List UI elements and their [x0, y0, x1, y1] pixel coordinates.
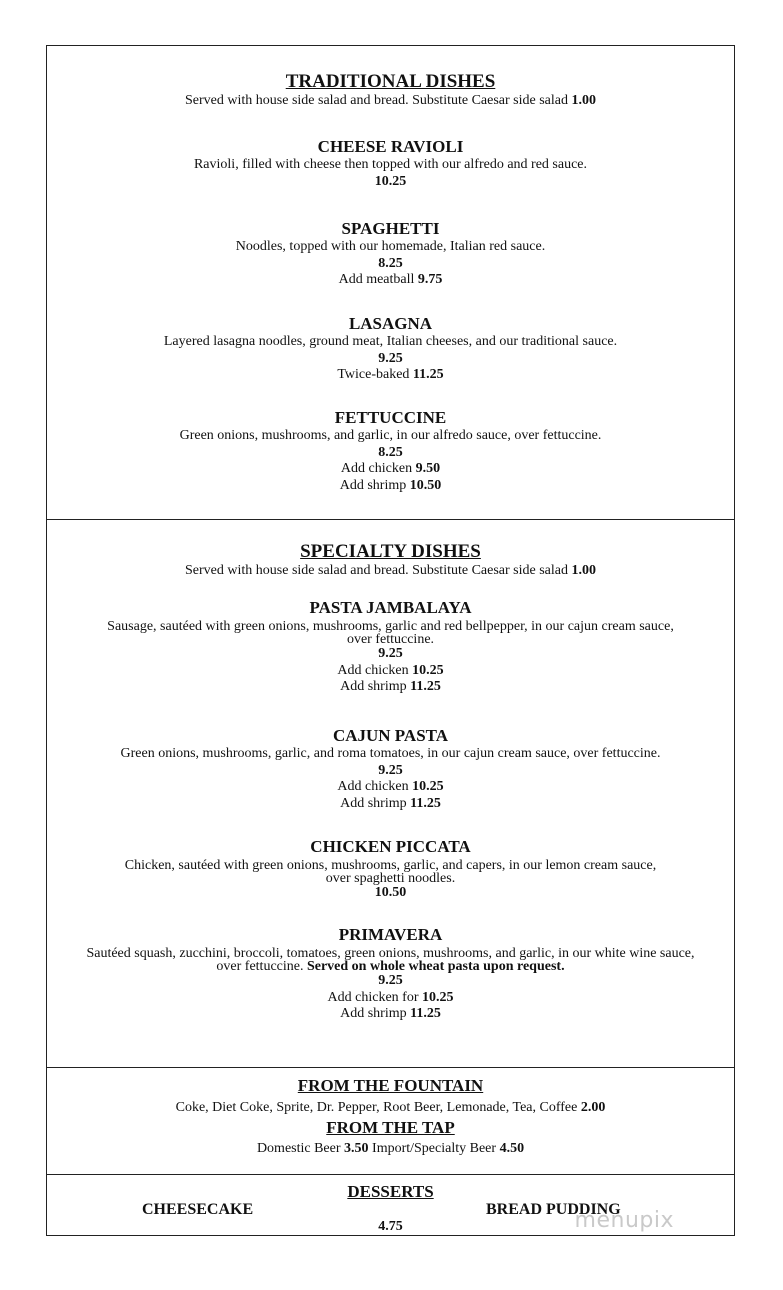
specialty-dishes-section: [46, 519, 735, 1068]
dish-price: 8.25: [378, 444, 403, 460]
dish-chicken-piccata: [47, 837, 734, 902]
dish-addon: Add chicken 10.25: [337, 779, 444, 794]
dish-addon: Twice-baked 11.25: [337, 367, 444, 382]
dish-desc: over fettuccine.: [346, 632, 435, 647]
dish-addon: Add shrimp 11.25: [340, 795, 441, 811]
dish-price: 9.25: [378, 762, 403, 778]
dish-name: FETTUCCINE: [334, 408, 447, 427]
dish-pasta-jambalaya: [47, 598, 734, 696]
dish-addon: Add shrimp 11.25: [340, 679, 441, 694]
tap-title: FROM THE TAP: [326, 1117, 455, 1137]
fountain-items: Coke, Diet Coke, Sprite, Dr. Pepper, Root Beer, Lemonade, Tea, Coffee 2.00: [175, 1100, 606, 1115]
specialty-subtitle: Served with house side salad and bread. Substitute Caesar side salad 1.00: [185, 563, 596, 578]
dish-name: PRIMAVERA: [338, 925, 443, 944]
tap-items: Domestic Beer 3.50 Import/Specialty Beer 4.50: [256, 1140, 525, 1156]
dish-desc: Layered lasagna noodles, ground meat, Italian cheeses, and our traditional sauce.: [163, 334, 618, 349]
drinks-section: [46, 1067, 735, 1175]
dish-lasagna: [47, 314, 734, 384]
dish-name: CAJUN PASTA: [332, 726, 449, 745]
dish-name: PASTA JAMBALAYA: [309, 598, 472, 617]
dish-fettuccine: [47, 408, 734, 494]
dish-price: 10.25: [374, 173, 407, 189]
dish-spaghetti: [47, 219, 734, 289]
traditional-title: TRADITIONAL DISHES: [285, 71, 496, 92]
dish-addon: Add chicken for 10.25: [327, 989, 454, 1005]
specialty-title: SPECIALTY DISHES: [300, 541, 481, 562]
dish-addon: Add shrimp 10.50: [339, 477, 442, 493]
dish-price: 10.50: [374, 885, 407, 900]
dish-desc: Noodles, topped with our homemade, Italian red sauce.: [235, 239, 546, 254]
traditional-dishes-section: [46, 45, 735, 520]
traditional-subtitle: Served with house side salad and bread. Substitute Caesar side salad 1.00: [185, 93, 596, 108]
dish-price: 9.25: [378, 973, 403, 988]
dish-desc: Chicken, sautéed with green onions, mushrooms, garlic, and capers, in our lemon cream sauce,: [124, 858, 657, 873]
dish-desc: Green onions, mushrooms, garlic, and roma tomatoes, in our cajun cream sauce, over fettuccine.: [120, 746, 661, 761]
dish-desc: Ravioli, filled with cheese then topped with our alfredo and red sauce.: [193, 157, 588, 172]
menupix-watermark: menupix: [574, 1208, 674, 1233]
fountain-title: FROM THE FOUNTAIN: [297, 1076, 484, 1095]
dish-desc: Sausage, sautéed with green onions, mushrooms, garlic and red bellpepper, in our cajun cream sauce,: [107, 619, 674, 634]
dish-cajun-pasta: [47, 726, 734, 812]
dish-name: SPAGHETTI: [341, 219, 440, 238]
dish-price: 8.25: [378, 255, 403, 271]
dish-desc: over fettuccine. Served on whole wheat pasta upon request.: [216, 959, 565, 974]
desserts-section: [46, 1174, 735, 1236]
dessert-cheesecake: CHEESECAKE: [142, 1201, 254, 1218]
dessert-bread-pudding: BREAD PUDDING: [486, 1201, 621, 1218]
desserts-title: DESSERTS: [347, 1182, 434, 1201]
dish-addon: Add meatball 9.75: [338, 272, 443, 287]
dish-cheese-ravioli: [47, 137, 734, 190]
dish-name: CHEESE RAVIOLI: [317, 137, 464, 156]
dish-desc: Green onions, mushrooms, and garlic, in our alfredo sauce, over fettuccine.: [179, 428, 602, 443]
dish-addon: Add chicken 10.25: [337, 662, 444, 678]
dish-price: 9.25: [378, 350, 403, 366]
dish-primavera: [47, 925, 734, 1023]
dish-desc: Sautéed squash, zucchini, broccoli, tomatoes, green onions, mushrooms, and garlic, in our white wine sauce,: [86, 946, 695, 961]
dish-addon: Add chicken 9.50: [340, 461, 441, 476]
dish-name: CHICKEN PICCATA: [310, 837, 471, 856]
dish-desc: over spaghetti noodles.: [325, 871, 456, 886]
dish-name: LASAGNA: [348, 314, 433, 333]
dish-addon: Add shrimp 11.25: [340, 1006, 441, 1021]
dessert-price: 4.75: [378, 1219, 403, 1234]
dish-price: 9.25: [378, 646, 403, 661]
